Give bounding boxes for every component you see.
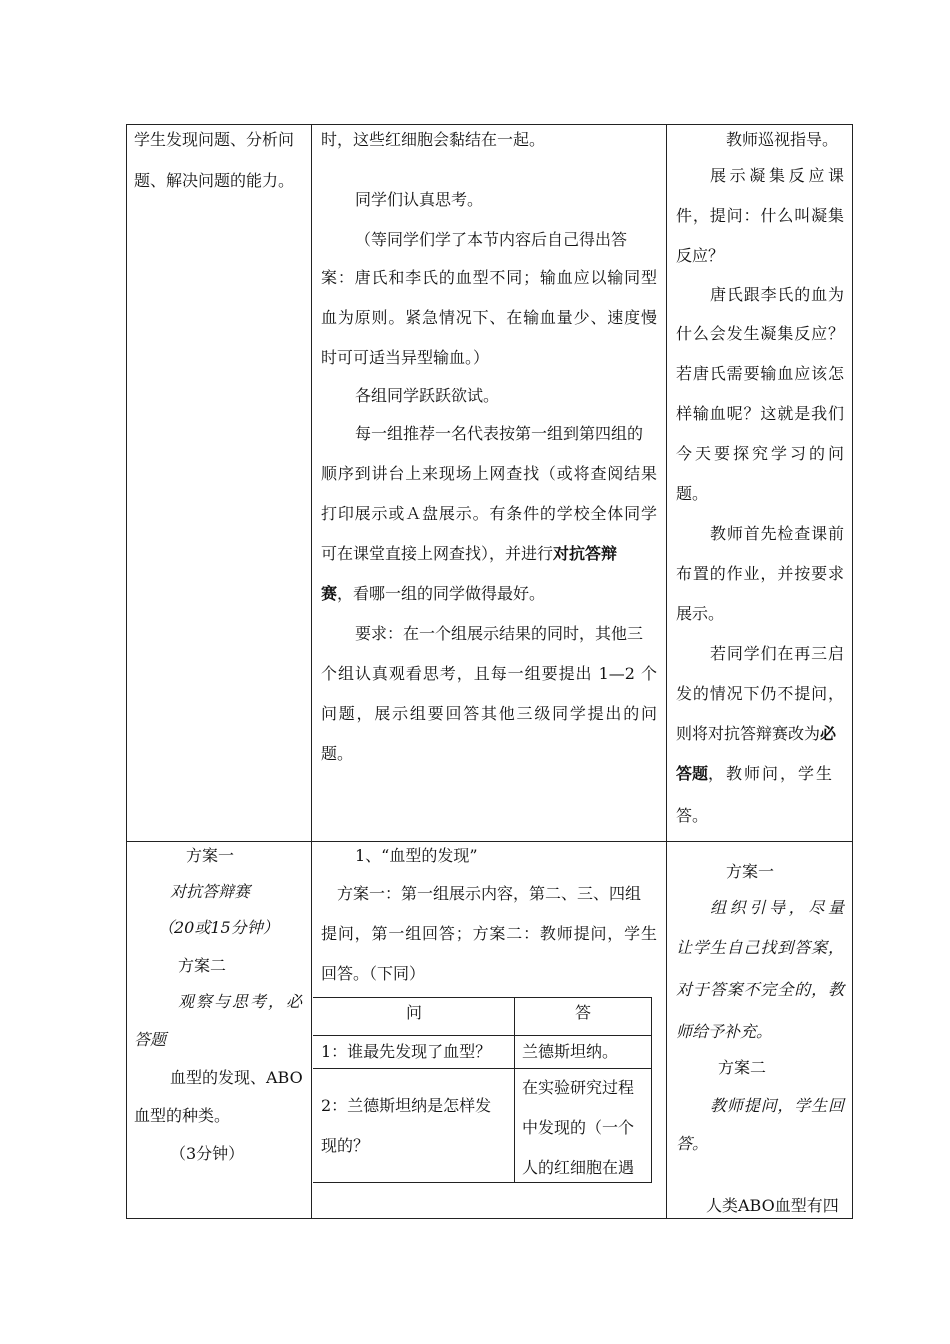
- text-line: 布置的作业，并按要求: [676, 564, 844, 583]
- text-line: 件，提问：什么叫凝集: [676, 206, 844, 225]
- text-line: 方案一：第一组展示内容，第二、三、四组: [337, 884, 642, 903]
- table-row-divider: [126, 841, 853, 842]
- text-line: 展示凝集反应课: [710, 166, 844, 185]
- text-line: 个组认真观看思考，且每一组要提出 1—2 个: [321, 664, 657, 683]
- text-line: 教师提问，学生回: [710, 1096, 844, 1115]
- text-line: [676, 764, 834, 784]
- qa-table-border: [313, 1068, 652, 1069]
- text-line: 方案二: [718, 1058, 767, 1077]
- text-line: [676, 724, 836, 744]
- text-line: 对于答案不完全的，教: [676, 980, 844, 999]
- text-line: 唐氏跟李氏的血为: [710, 285, 844, 304]
- text-span: ，教师问，学生: [708, 764, 835, 783]
- qa-answer: 在实验研究过程: [522, 1078, 635, 1097]
- text-span: 则将对抗答辩赛改为: [676, 724, 821, 743]
- table-left-border: [126, 124, 127, 1219]
- bold-term: 答题: [676, 764, 709, 783]
- text-line: 教师巡视指导。: [726, 130, 839, 149]
- text-line: 组织引导，尽量: [710, 898, 844, 917]
- text-line: 案：唐氏和李氏的血型不同；输血应以输同型: [321, 268, 657, 287]
- qa-question: 现的？: [321, 1136, 370, 1155]
- text-line: 今天要探究学习的问: [676, 444, 844, 463]
- text-span: ，看哪一组的同学做得最好。: [337, 584, 546, 603]
- qa-answer: 人的红细胞在遇: [522, 1158, 635, 1177]
- text-line: [321, 544, 617, 564]
- text-line: 打印展示或Ａ盘展示。有条件的学校全体同学: [321, 504, 657, 523]
- qa-table-border: [313, 997, 652, 998]
- qa-table-border: [514, 997, 515, 1183]
- qa-header-answer: 答: [575, 1003, 592, 1022]
- text-line: 问题，展示组要回答其他三级同学提出的问: [321, 704, 657, 723]
- table-col-divider-1: [311, 124, 312, 1219]
- text-span: 可在课堂直接上网查找），并进行: [321, 544, 554, 563]
- text-line: 发的情况下仍不提问，: [676, 684, 844, 703]
- qa-question: 1：谁最先发现了血型？: [321, 1042, 492, 1061]
- table-top-border: [126, 124, 853, 125]
- text-line: 若唐氏需要输血应该怎: [676, 364, 844, 383]
- qa-table-border: [651, 997, 652, 1183]
- text-line: 师给予补充。: [676, 1022, 773, 1041]
- row1-left-line: 学生发现问题、分析问: [134, 130, 295, 149]
- text-line: 反应？: [676, 246, 725, 265]
- text-line: 题。: [321, 744, 354, 763]
- text-line: 同学们认真思考。: [355, 190, 484, 209]
- qa-header-question: 问: [406, 1003, 423, 1022]
- text-line: 每一组推荐一名代表按第一组到第四组的: [355, 424, 644, 443]
- row1-left-line: 题、解决问题的能力。: [134, 171, 295, 190]
- text-line: 人类ABO血型有四: [706, 1196, 839, 1215]
- text-line: 1、“血型的发现”: [355, 846, 478, 865]
- text-line: 答。: [676, 806, 709, 825]
- text-line: 各组同学跃跃欲试。: [355, 386, 500, 405]
- text-line: 血型的种类。: [134, 1106, 231, 1125]
- bold-term: 必: [820, 724, 837, 743]
- text-line: （3分钟）: [170, 1144, 245, 1163]
- text-line: 方案一: [726, 862, 775, 881]
- table-col-divider-2: [666, 124, 667, 1219]
- text-line: 顺序到讲台上来现场上网查找（或将查阅结果: [321, 464, 657, 483]
- text-line: 让学生自己找到答案，: [676, 938, 844, 957]
- text-line: （20或15分钟）: [158, 918, 279, 937]
- text-line: 提问，第一组回答；方案二：教师提问，学生: [321, 924, 657, 943]
- bold-term: 对抗答辩: [553, 544, 618, 563]
- text-line: [321, 584, 545, 604]
- text-line: 血型的发现、ABO: [170, 1068, 303, 1087]
- text-line: 要求：在一个组展示结果的同时，其他三: [355, 624, 644, 643]
- text-line: 什么会发生凝集反应？: [676, 324, 844, 343]
- table-right-border: [852, 124, 853, 1219]
- text-line: 方案二: [178, 956, 227, 975]
- qa-table-border: [313, 1035, 652, 1036]
- text-line: 题。: [676, 484, 709, 503]
- text-line: 对抗答辩赛: [170, 882, 251, 901]
- qa-table-border: [313, 1182, 652, 1183]
- text-line: 教师首先检查课前: [710, 524, 844, 543]
- bold-term: 赛: [321, 584, 338, 603]
- text-line: 展示。: [676, 604, 725, 623]
- text-line: 时可可适当异型输血。）: [321, 348, 490, 367]
- text-line: 血为原则。紧急情况下、在输血量少、速度慢: [321, 308, 657, 327]
- text-line: 若同学们在再三启: [710, 644, 844, 663]
- text-line: 样输血呢？这就是我们: [676, 404, 844, 423]
- table-bottom-border: [126, 1218, 853, 1219]
- qa-answer: 兰德斯坦纳。: [522, 1042, 619, 1061]
- text-line: 答。: [676, 1134, 709, 1153]
- text-line: 答题: [134, 1030, 167, 1049]
- text-line: 时，这些红细胞会黏结在一起。: [321, 130, 546, 149]
- qa-answer: 中发现的（一个: [522, 1118, 635, 1137]
- text-line: 回答。（下同）: [321, 964, 426, 983]
- text-line: 方案一: [186, 846, 235, 865]
- text-line: 观察与思考，必: [178, 992, 302, 1011]
- text-line: （等同学们学了本节内容后自己得出答: [355, 230, 628, 249]
- qa-question: 2：兰德斯坦纳是怎样发: [321, 1096, 492, 1115]
